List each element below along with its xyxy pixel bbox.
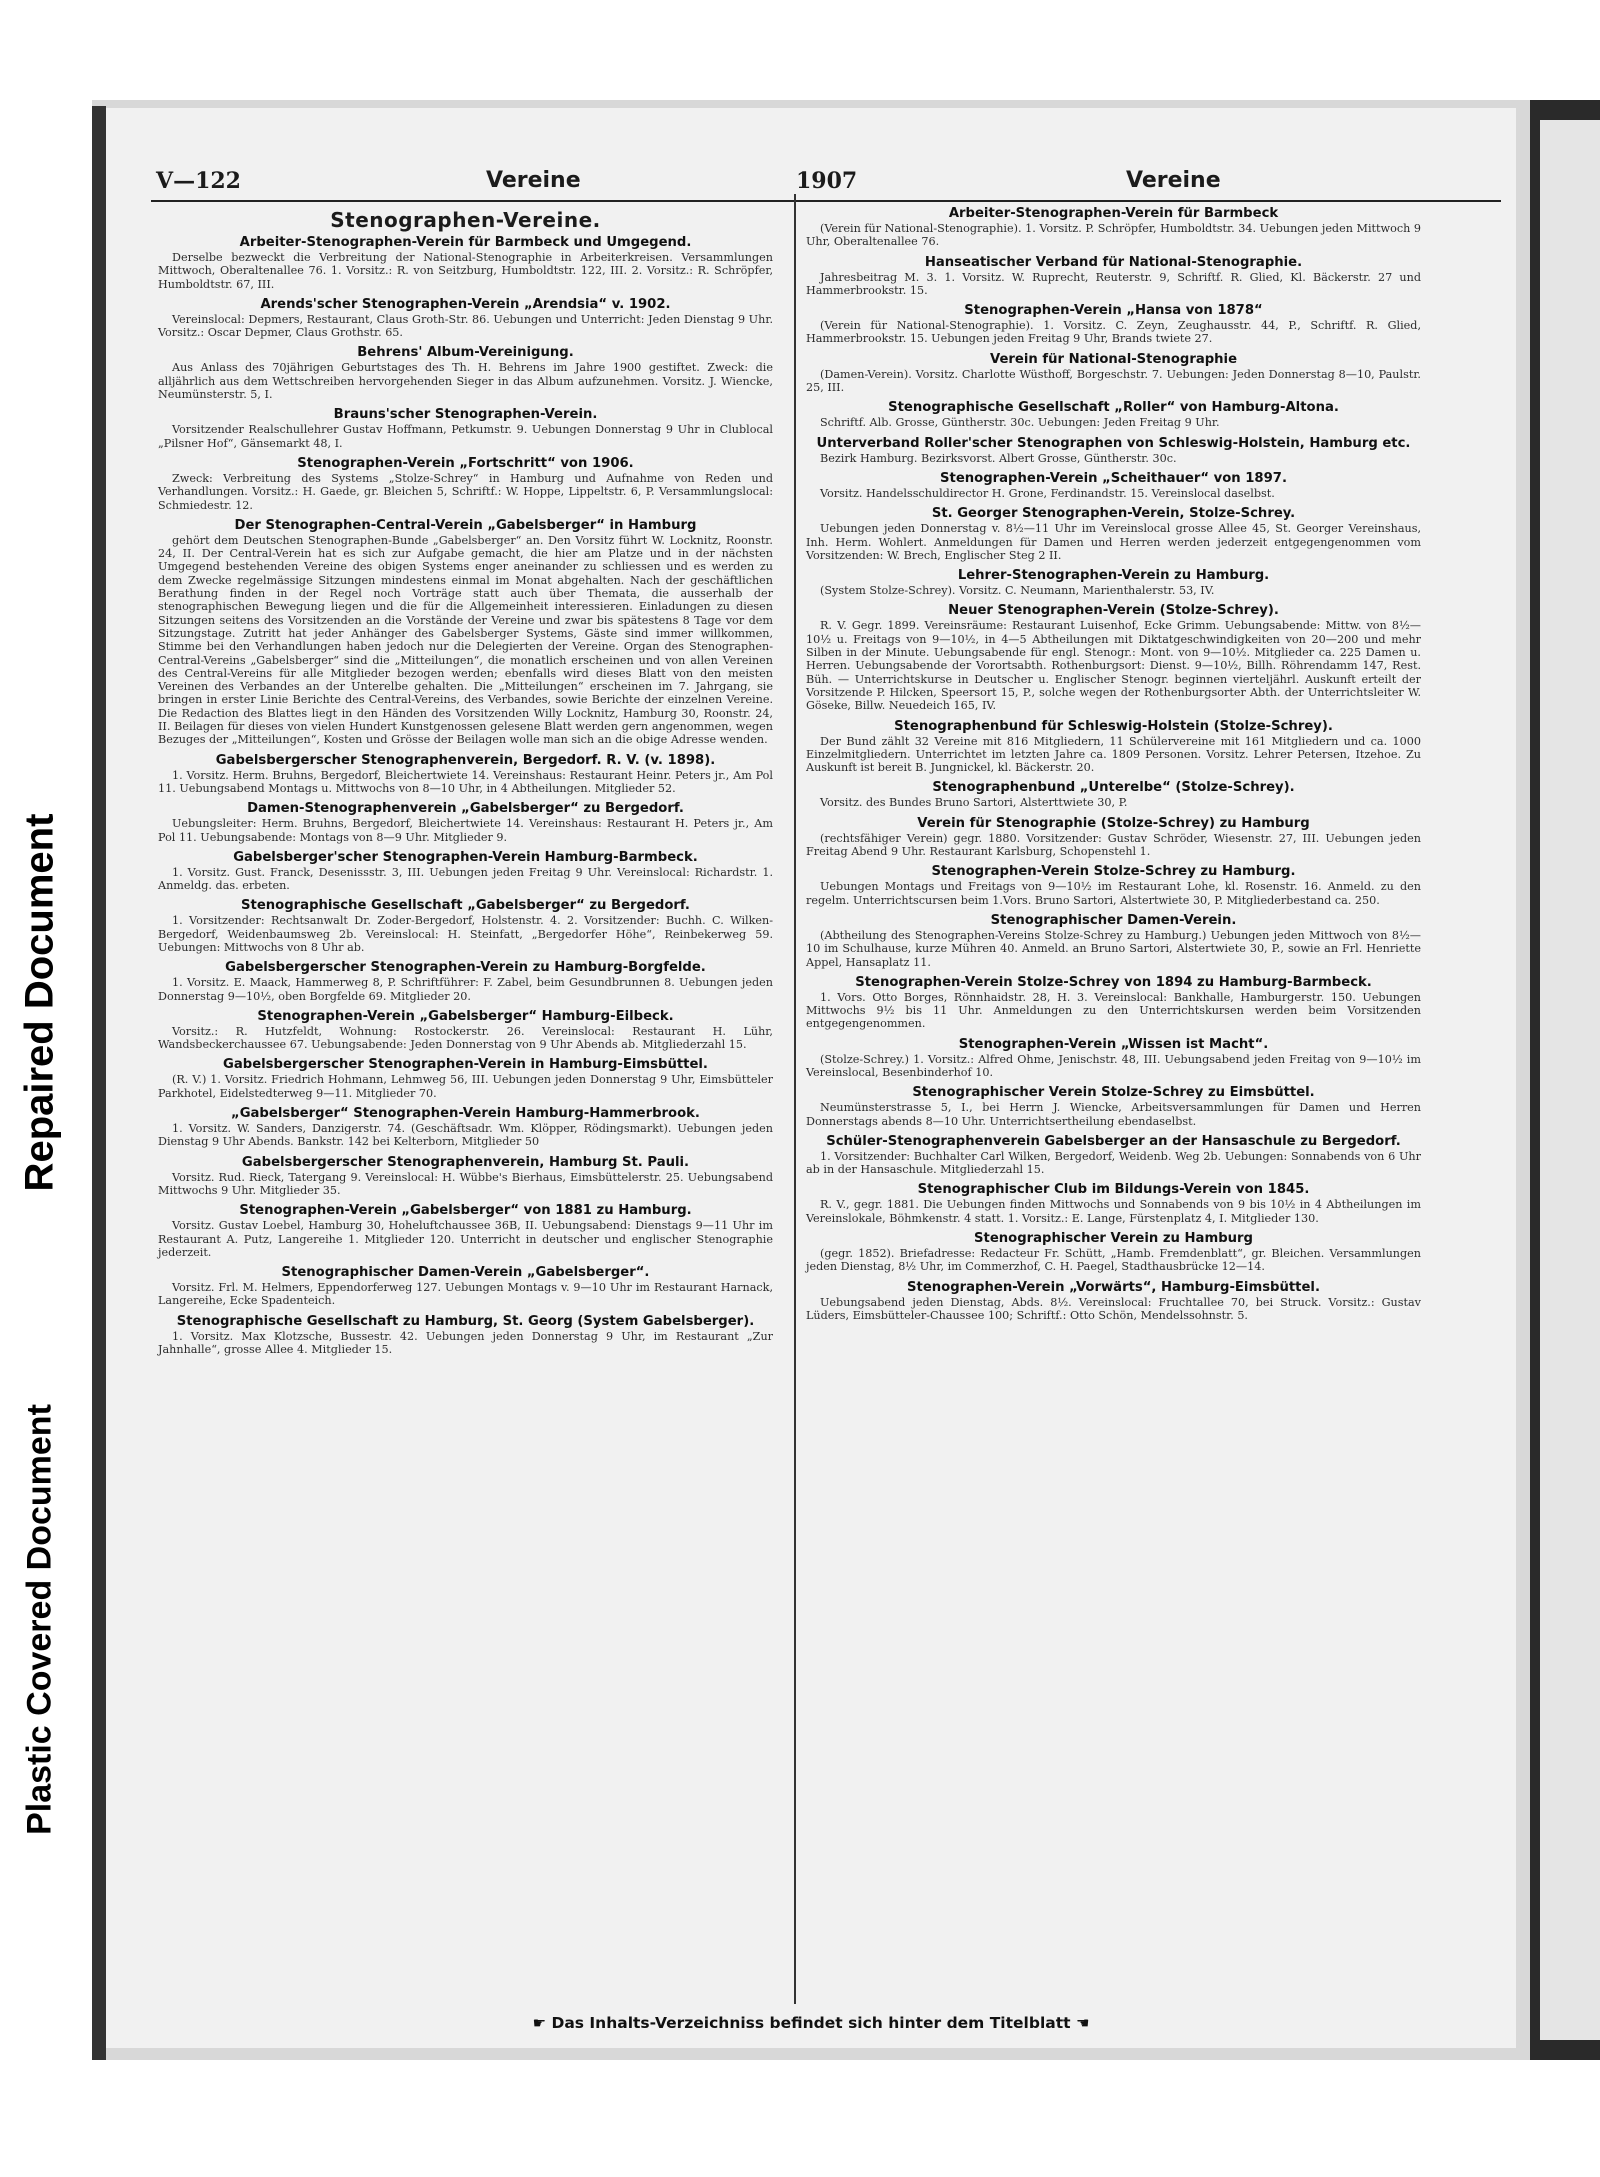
entry-title: Stenographische Gesellschaft zu Hamburg, St. Georg (System Gabelsberger). — [176, 1313, 755, 1329]
column-divider — [794, 194, 796, 2004]
entry-body: 1. Vorsitzender: Buchhalter Carl Wilken, Bergedorf, Weidenb. Weg 2b. Uebungen: Sonnabends von 6 Uhr ab in der Hansaschule. Mitgliederzahl 15. — [806, 1149, 1421, 1177]
entry-title: Stenographen-Verein „Gabelsberger“ Hamburg-Eilbeck. — [257, 1008, 674, 1024]
entry-body: Vorsitz. Frl. M. Helmers, Eppendorferweg 127. Uebungen Montags v. 9—10 Uhr im Restaurant Harnack, Langereihe, Ecke Spadenteich. — [158, 1281, 773, 1308]
side-labels — [0, 0, 80, 2177]
directory-entry — [806, 506, 1421, 562]
directory-entry — [158, 1009, 773, 1052]
entry-title: Arends'scher Stenographen-Verein „Arendsia“ v. 1902. — [260, 296, 671, 312]
entry-body: Zweck: Verbreitung des Systems „Stolze-Schrey“ in Hamburg und Aufnahme von Reden und Verhandlungen. Vorsitz.: H. Gaede, gr. Bleichen 5, Schriftf.: W. Hoppe, Lippeltstr. 6, P. Versammlungslocal: Schmiedestr. 12. — [158, 471, 773, 512]
directory-entry — [806, 568, 1421, 597]
entry-title: Stenographischer Verein Stolze-Schrey zu Eimsbüttel. — [912, 1085, 1315, 1101]
entry-title: Gabelsberger'scher Stenographen-Verein Hamburg-Barmbeck. — [233, 849, 698, 865]
footer-note — [106, 2014, 1516, 2032]
page-number: V—122 — [156, 168, 241, 194]
entry-title: Verein für Stenographie (Stolze-Schrey) zu Hamburg — [917, 815, 1310, 831]
entry-body: 1. Vorsitzender: Rechtsanwalt Dr. Zoder-Bergedorf, Holstenstr. 4. 2. Vorsitzender: Buchh. C. Wilken-Bergedorf, Weidenbaumsweg 2b. Vereinslocal: H. Steinfatt, „Bergedorfer Höhe“, Reinbekerweg 59. Uebungen: Mittwochs von 8 Uhr ab. — [158, 914, 773, 954]
entry-title: Arbeiter-Stenographen-Verein für Barmbeck — [948, 206, 1279, 221]
entry-body: Der Bund zählt 32 Vereine mit 816 Mitgliedern, 11 Schülervereine mit 161 Mitgliedern und ca. 1000 Einzelmitgliedern. Unterrichtet im letzten Jahre ca. 1809 Personen. Vorsitz. Lehrer Petersen, Itzehoe. Zu Auskunft ist bereit B. Jungnickel, kl. Bäckerstr. 20. — [806, 734, 1421, 775]
entry-title: Stenographen-Verein „Gabelsberger“ von 1881 zu Hamburg. — [239, 1203, 692, 1219]
entry-body: gehört dem Deutschen Stenographen-Bunde „Gabelsberger“ an. Den Vorsitz führt W. Locknitz, Roonstr. 24, II. Der Central-Verein hat es sich zur Aufgabe gemacht, die hier am Platze und in der nächsten Umgegend bestehenden Vereine des obigen Systems enger aneinander zu schliessen und es werden zu dem Zwecke regelmässige Sitzungen mindestens einmal im Monat abgehalten. Nach der geschäftlichen Berathung finden in der Regel noch Vorträge statt auch über Themata, die ausserhalb der stenographischen Bewegung liegen und die für die Allgemeinheit interessieren. Einladungen zu diesen Sitzungen seitens des Vorsitzenden an die Vorstände der Vereine und zwar bis spätestens 8 Tage vor dem Sitzungstage. Zutritt hat jeder Anhänger des Gabelsberger Systems, Gäste sind immer willkommen, Stimme bei den Verhandlungen haben jedoch nur die Delegierten der Vereine. Organ des Stenographen-Central-Vereins „Gabelsberger“ sind die „Mitteilungen“, die monatlich erscheinen und von allen Vereinen des Central-Vereins für alle Mitglieder bezogen werden; ebenfalls wird dieses Blatt von den meisten Vereinen des Verbandes an der Unterelbe gehalten. Die „Mitteilungen“ erscheinen im 7. Jahrgang, sie bringen in erster Linie Berichte des Central-Vereins, des Verbandes, sowie Berichte der einzelnen Vereine. Die Redaction des Blattes liegt in den Händen des Vorsitzenden Willy Locknitz, Hamburg 30, Roonstr. 24, II. Beilagen für dieses von vielen Hundert Kunstgenossen gelesene Blatt werden gern angenommen, wegen Bezuges der „Mitteilungen“, Kosten und Grösse der Beilagen wolle man sich an die obige Adresse wenden. — [158, 533, 773, 747]
binding-edge — [92, 106, 106, 2060]
directory-entry — [806, 352, 1421, 395]
entry-title: St. Georger Stenographen-Verein, Stolze-Schrey. — [931, 506, 1296, 522]
header-rule — [151, 200, 1501, 202]
entry-body: Vorsitz. Rud. Rieck, Tatergang 9. Vereinslocal: H. Wübbe's Bierhaus, Eimsbüttelerstr. 25. Uebungsabend Mittwochs 9 Uhr. Mitglieder 35. — [158, 1170, 773, 1197]
entry-title: „Gabelsberger“ Stenographen-Verein Hamburg-Hammerbrook. — [231, 1106, 700, 1122]
directory-entry — [806, 603, 1421, 712]
entry-body: (Verein für National-Stenographie). 1. Vorsitz. P. Schröpfer, Humboldtstr. 34. Uebungen jeden Mittwoch 9 Uhr, Oberaltenallee 76. — [806, 222, 1421, 249]
entry-title: Stenographischer Club im Bildungs-Verein von 1845. — [917, 1182, 1310, 1198]
entry-body: 1. Vorsitz. E. Maack, Hammerweg 8, P. Schriftführer: F. Zabel, beim Gesundbrunnen 8. Uebungen jeden Donnerstag 9—10½, oben Borgfelde 69. Mitglieder 20. — [158, 976, 773, 1003]
directory-entry — [806, 1231, 1421, 1274]
entry-body: Aus Anlass des 70jährigen Geburtstages des Th. H. Behrens im Jahre 1900 gestiftet. Zweck: die alljährlich aus dem Wettschreiben hervorgehenden Sieger in das Album aufzunehmen. Vorsitz. J. Wiencke, Neumünsterstr. 5, I. — [158, 361, 773, 402]
directory-entry — [158, 898, 773, 954]
entry-body: Uebungen Montags und Freitags von 9—10½ im Restaurant Lohe, kl. Rosenstr. 16. Anmeld. zu den regelm. Unterrichtscursen beim 1.Vors. Bruno Sartori, Alstertwiete 30, P. Mitgliederbestand ca. 250. — [806, 880, 1421, 907]
entry-body: (Stolze-Schrey.) 1. Vorsitz.: Alfred Ohme, Jenischstr. 48, III. Uebungsabend jeden Freitag von 9—10½ im Vereinslocal, Besenbinderhof 10. — [806, 1052, 1421, 1079]
entry-title: Gabelsbergerscher Stenographen-Verein in Hamburg-Eimsbüttel. — [223, 1057, 708, 1073]
entry-body: Uebungsleiter: Herm. Bruhns, Bergedorf, Bleichertwiete 14. Vereinshaus: Restaurant H. Peters jr., Am Pol 11. Uebungsabende: Montags von 8—9 Uhr. Mitglieder 9. — [158, 817, 773, 844]
directory-entry — [806, 206, 1421, 249]
entry-title: Stenographen-Verein Stolze-Schrey von 1894 zu Hamburg-Barmbeck. — [855, 974, 1372, 990]
directory-entry — [806, 471, 1421, 500]
left-column — [158, 206, 773, 1362]
section-title: Stenographen-Vereine. — [330, 208, 601, 232]
entry-body: Vorsitz. Handelsschuldirector H. Grone, Ferdinandstr. 15. Vereinslocal daselbst. — [820, 486, 1275, 500]
next-page-edge — [1540, 120, 1600, 2040]
directory-entry — [158, 1203, 773, 1259]
entry-body: Vorsitzender Realschullehrer Gustav Hoffmann, Petkumstr. 9. Uebungen Donnerstag 9 Uhr in Clublocal „Pilsner Hof“, Gänsemarkt 48, I. — [158, 423, 773, 450]
entry-body: Uebungsabend jeden Dienstag, Abds. 8½. Vereinslocal: Fruchtallee 70, bei Struck. Vorsitz.: Gustav Lüders, Eimsbütteler-Chaussee 100; Schriftf.: Otto Schön, Mendelssohnstr. 5. — [806, 1295, 1421, 1322]
directory-entry — [158, 1057, 773, 1100]
pointing-hand-right-icon: ☛ — [532, 2014, 547, 2032]
page-header — [156, 168, 1506, 194]
directory-entry — [806, 1280, 1421, 1323]
entry-body: 1. Vorsitz. W. Sanders, Danzigerstr. 74. (Geschäftsadr. Wm. Klöpper, Rödingsmarkt). Uebungen jeden Dienstag 9 Uhr Abends. Bankstr. 142 bei Kelterborn, Mitglieder 50 — [158, 1122, 773, 1149]
entry-title: Stenographische Gesellschaft „Gabelsberger“ zu Bergedorf. — [241, 898, 690, 914]
directory-entry — [806, 975, 1421, 1031]
directory-entry — [806, 400, 1421, 429]
entry-body: Schriftf. Alb. Grosse, Güntherstr. 30c. Uebungen: Jeden Freitag 9 Uhr. — [820, 416, 1220, 430]
entry-title: Hanseatischer Verband für National-Stenographie. — [924, 254, 1303, 270]
entry-body: Vorsitz. Gustav Loebel, Hamburg 30, Hoheluftchaussee 36B, II. Uebungsabend: Dienstags 9—11 Uhr im Restaurant A. Putz, Langereihe 1. Mitglieder 120. Unterricht in deutscher und englischer Stenographie jederzeit. — [158, 1219, 773, 1259]
directory-entry — [158, 1265, 773, 1308]
plastic-covered-document-label: Plastic Covered Document — [20, 1404, 59, 1835]
entry-body: 1. Vorsitz. Gust. Franck, Desenissstr. 3, III. Uebungen jeden Freitag 9 Uhr. Vereinslocal: Richardstr. 1. Anmeldg. das. erbeten. — [158, 865, 773, 893]
directory-entry — [806, 303, 1421, 346]
entry-title: Damen-Stenographenverein „Gabelsberger“ zu Bergedorf. — [247, 801, 684, 817]
left-entries — [158, 235, 773, 1356]
entry-body: R. V. Gegr. 1899. Vereinsräume: Restaurant Luisenhof, Ecke Grimm. Uebungsabende: Mittw. von 8½—10½ u. Freitags von 9—10½, in 4—5 Abtheilungen mit Diktatgeschwindigkeiten von 20—200 und mehr Silben in der Minute. Uebungsabende für engl. Stenogr.: Mont. von 9—10½. Mitglieder ca. 225 Damen u. Herren. Uebungsabende der Vorortsabth. Rothenburgsort: Dienst. 9—10½, Billh. Röhrendamm 147, Rest. Büh. — Unterrichtskurse in Deutscher u. Englischer Stenogr. beginnen vierteljährl. Auskunft erteilt der Vorsitzende P. Hilcken, Speersort 15, P., solche wegen der Rothenburgsorter Abth. der Unterrichtsleiter W. Göseke, Billw. Neuedeich 165, IV. — [806, 619, 1421, 713]
directory-entry — [806, 780, 1421, 809]
directory-entry — [158, 753, 773, 796]
entry-body: (Verein für National-Stenographie). 1. Vorsitz. C. Zeyn, Zeughausstr. 44, P., Schriftf. R. Glied, Hammerbrookstr. 15. Uebungen jeden Freitag 9 Uhr, Brands twiete 27. — [806, 319, 1421, 346]
directory-entry — [158, 456, 773, 512]
entry-title: Stenographischer Damen-Verein „Gabelsberger“. — [281, 1265, 650, 1281]
directory-entry — [158, 1155, 773, 1198]
entry-title: Arbeiter-Stenographen-Verein für Barmbeck und Umgegend. — [239, 235, 692, 250]
entry-body: Bezirk Hamburg. Bezirksvorst. Albert Grosse, Güntherstr. 30c. — [820, 451, 1177, 465]
right-column — [806, 206, 1421, 1328]
directory-entry — [806, 1085, 1421, 1128]
entry-title: Stenographen-Verein „Scheithauer“ von 1897. — [940, 470, 1287, 486]
entry-body: (Damen-Verein). Vorsitz. Charlotte Wüsthoff, Borgeschstr. 7. Uebungen: Jeden Donnerstag 8—10, Paulstr. 25, III. — [806, 367, 1421, 395]
right-entries — [806, 206, 1421, 1322]
entry-body: 1. Vorsitz. Herm. Bruhns, Bergedorf, Bleichertwiete 14. Vereinshaus: Restaurant Heinr. Peters jr., Am Pol 11. Uebungsabend Montags u. Mittwochs von 8—10 Uhr, in 4 Abtheilungen. Mitglieder 52. — [158, 768, 773, 795]
entry-body: (rechtsfähiger Verein) gegr. 1880. Vorsitzender: Gustav Schröder, Wiesenstr. 27, III. Uebungen jeden Freitag Abend 9 Uhr. Restaurant Karlsburg, Schopenstehl 1. — [806, 831, 1421, 859]
directory-entry — [806, 816, 1421, 859]
entry-body: (Abtheilung des Stenographen-Vereins Stolze-Schrey zu Hamburg.) Uebungen jeden Mittwoch von 8½—10 im Schulhause, kurze Mühren 40. Anmeld. an Bruno Sartori, Alstertwiete 30, P., sowie an Frl. Henriette Appel, Hansaplatz 11. — [806, 928, 1421, 969]
directory-entry — [158, 1106, 773, 1149]
entry-title: Stenographischer Damen-Verein. — [990, 912, 1237, 928]
directory-entry — [158, 235, 773, 291]
entry-title: Neuer Stenographen-Verein (Stolze-Schrey). — [948, 603, 1279, 619]
directory-entry — [806, 1134, 1421, 1177]
entry-title: Verein für National-Stenographie — [989, 351, 1238, 367]
entry-title: Schüler-Stenographenverein Gabelsberger an der Hansaschule zu Bergedorf. — [826, 1133, 1401, 1149]
entry-title: Stenographen-Verein „Wissen ist Macht“. — [958, 1036, 1269, 1052]
directory-entry — [158, 297, 773, 340]
entry-body: Uebungen jeden Donnerstag v. 8½—11 Uhr im Vereinslocal grosse Allee 45, St. Georger Vereinshaus, Inh. Herm. Wohlert. Anmeldungen für Damen und Herren werden jederzeit entgegengenommen vom Vorsitzenden: W. Brech, Englischer Steg 2 II. — [806, 522, 1421, 562]
entry-body: Vereinslocal: Depmers, Restaurant, Claus Groth-Str. 86. Uebungen und Unterricht: Jeden Dienstag 9 Uhr. Vorsitz.: Oscar Depmer, Claus Grothstr. 65. — [158, 312, 773, 340]
directory-entry — [806, 719, 1421, 775]
entry-title: Stenographenbund „Unterelbe“ (Stolze-Schrey). — [932, 780, 1295, 796]
entry-title: Gabelsbergerscher Stenographenverein, Bergedorf. R. V. (v. 1898). — [215, 752, 716, 768]
entry-body: (gegr. 1852). Briefadresse: Redacteur Fr. Schütt, „Hamb. Fremdenblatt“, gr. Bleichen. Versammlungen jeden Dienstag, 8½ Uhr, im Commerzhof, C. H. Paegel, Stadthausbrücke 12—14. — [806, 1247, 1421, 1274]
entry-title: Lehrer-Stenographen-Verein zu Hamburg. — [957, 568, 1270, 584]
entry-title: Behrens' Album-Vereinigung. — [357, 345, 574, 361]
directory-entry — [806, 913, 1421, 969]
directory-entry — [158, 801, 773, 844]
entry-title: Stenographen-Verein „Fortschritt“ von 1906. — [297, 455, 634, 471]
entry-title: Gabelsbergerscher Stenographenverein, Hamburg St. Pauli. — [241, 1154, 690, 1170]
entry-body: Vorsitz. des Bundes Bruno Sartori, Alsterttwiete 30, P. — [820, 796, 1128, 810]
running-title-left: Vereine — [486, 168, 581, 193]
directory-entry — [158, 850, 773, 893]
directory-entry — [158, 407, 773, 450]
entry-body: Neumünsterstrasse 5, I., bei Herrn J. Wiencke, Arbeitsversammlungen für Damen und Herren Donnerstags abends 8—10 Uhr. Unterrichtsertheilung ebendaselbst. — [806, 1101, 1421, 1128]
directory-entry — [158, 345, 773, 401]
entry-title: Brauns'scher Stenographen-Verein. — [333, 407, 598, 423]
entry-title: Stenographenbund für Schleswig-Holstein (Stolze-Schrey). — [894, 718, 1333, 734]
entry-title: Der Stenographen-Central-Verein „Gabelsberger“ in Hamburg — [234, 517, 697, 533]
document-page — [106, 108, 1516, 2048]
running-title-right: Vereine — [1126, 168, 1221, 193]
entry-title: Stenographen-Verein „Vorwärts“, Hamburg-Eimsbüttel. — [907, 1279, 1320, 1295]
entry-body: 1. Vorsitz. Max Klotzsche, Bussestr. 42. Uebungen jeden Donnerstag 9 Uhr, im Restaurant „Zur Jahnhalle“, grosse Allee 4. Mitglieder 15. — [158, 1329, 773, 1357]
entry-title: Stenographen-Verein „Hansa von 1878“ — [964, 303, 1263, 319]
entry-body: (System Stolze-Schrey). Vorsitz. C. Neumann, Marienthalerstr. 53, IV. — [820, 584, 1215, 598]
footer-text: Das Inhalts-Verzeichniss befindet sich hinter dem Titelblatt — [551, 2014, 1071, 2032]
directory-entry — [806, 436, 1421, 465]
entry-title: Gabelsbergerscher Stenographen-Verein zu Hamburg-Borgfelde. — [225, 960, 706, 976]
pointing-hand-left-icon: ☚ — [1075, 2014, 1090, 2032]
directory-entry — [806, 1182, 1421, 1225]
directory-entry — [158, 518, 773, 747]
entry-body: Jahresbeitrag M. 3. 1. Vorsitz. W. Ruprecht, Reuterstr. 9, Schriftf. R. Glied, Kl. Bäckerstr. 27 und Hammerbrookstr. 15. — [806, 270, 1421, 297]
directory-entry — [806, 1037, 1421, 1080]
directory-entry — [806, 255, 1421, 298]
entry-body: (R. V.) 1. Vorsitz. Friedrich Hohmann, Lehmweg 56, III. Uebungen jeden Donnerstag 9 Uhr, Eimsbütteler Parkhotel, Eidelstedterweg 9—11. Mitglieder 70. — [158, 1073, 773, 1100]
directory-entry — [806, 864, 1421, 907]
entry-title: Stenographische Gesellschaft „Roller“ von Hamburg-Altona. — [888, 400, 1339, 416]
entry-body: Derselbe bezweckt die Verbreitung der National-Stenographie in Arbeiterkreisen. Versammlungen Mittwoch, Oberaltenallee 76. 1. Vorsitz.: R. von Seitzburg, Humboldtstr. 122, III. 2. Vorsitz.: R. Schröpfer, Humboldtstr. 67, III. — [158, 251, 773, 291]
entry-body: R. V., gegr. 1881. Die Uebungen finden Mittwochs und Sonnabends von 9 bis 10½ in 4 Abtheilungen im Vereinslokale, Böhmkenstr. 4 statt. 1. Vorsitz.: E. Lange, Fürstenplatz 4, I. Mitglieder 130. — [806, 1198, 1421, 1225]
entry-body: 1. Vors. Otto Borges, Rönnhaidstr. 28, H. 3. Vereinslocal: Bankhalle, Hamburgerstr. 150. Uebungen Mittwochs 9½ bis 11 Uhr. Anmeldungen zu den Unterrichtskursen werden beim Vorsitzenden entgegengenommen. — [806, 990, 1421, 1031]
entry-title: Unterverband Roller'scher Stenographen von Schleswig-Holstein, Hamburg etc. — [816, 435, 1411, 451]
repaired-document-label: Repaired Document — [17, 813, 62, 1192]
year: 1907 — [796, 168, 858, 194]
directory-entry — [158, 1314, 773, 1357]
entry-title: Stenographen-Verein Stolze-Schrey zu Hamburg. — [931, 864, 1296, 880]
directory-entry — [158, 960, 773, 1003]
entry-title: Stenographischer Verein zu Hamburg — [974, 1231, 1253, 1247]
entry-body: Vorsitz.: R. Hutzfeldt, Wohnung: Rostockerstr. 26. Vereinslocal: Restaurant H. Lühr, Wandsbeckerchaussee 67. Uebungsabende: Jeden Donnerstag von 9 Uhr Abends ab. Mitgliederzahl 15. — [158, 1024, 773, 1052]
